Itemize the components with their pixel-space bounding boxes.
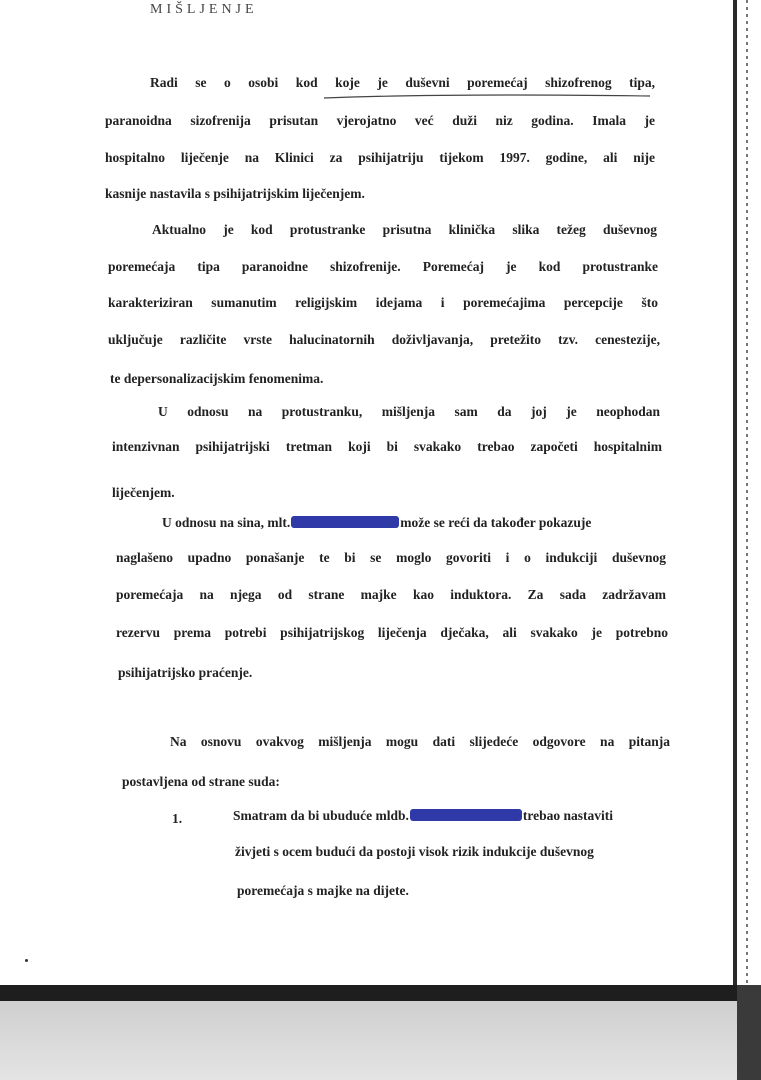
paragraph-1-line-1: Radi se o osobi kod koje je duševni poremećaj shizofrenog tipa, <box>150 75 655 90</box>
paragraph-2-line-2: poremećaja tipa paranoidne shizofrenije. Poremećaj je kod protustranke <box>108 259 658 274</box>
paragraph-1-line-3: hospitalno liječenje na Klinici za psihijatriju tijekom 1997. godine, ali nije <box>105 150 655 165</box>
paragraph-3-line-2: intenzivnan psihijatrijski tretman koji bi svakako trebao započeti hospitalnim <box>112 439 662 454</box>
scanner-corner-shadow <box>737 985 761 1080</box>
redacted-name-marker <box>291 516 399 528</box>
redacted-name-marker-2 <box>410 809 522 821</box>
paragraph-2-line-5: te depersonalizacijskim fenomenima. <box>110 371 324 386</box>
paragraph-4-line-2: naglašeno upadno ponašanje te bi se moglo govoriti i o indukciji duševnog <box>116 550 666 565</box>
scan-bottom-shadow <box>0 985 761 1001</box>
document-heading: MIŠLJENJE <box>150 2 258 17</box>
item-1-line-1 <box>233 807 613 825</box>
item-1-line-1-end: trebao nastaviti <box>522 808 614 823</box>
item-1-line-3: poremećaja s majke na dijete. <box>237 883 409 898</box>
scanner-bed-area <box>0 1001 761 1080</box>
paragraph-4-line-5: psihijatrijsko praćenje. <box>118 665 253 680</box>
item-1-number: 1. <box>172 811 183 826</box>
paragraph-2-line-1: Aktualno je kod protustranke prisutna klinička slika težeg duševnog <box>152 222 657 237</box>
paragraph-1-line-4: kasnije nastavila s psihijatrijskim liječenjem. <box>105 186 365 201</box>
paragraph-4-line-1-start: U odnosu na sina, mlt. <box>162 515 291 530</box>
paragraph-3-line-1: U odnosu na protustranku, mišljenja sam da joj je neophodan <box>158 404 660 419</box>
paragraph-2-line-3: karakteriziran sumanutim religijskim idejama i poremećajima percepcije što <box>108 295 658 310</box>
paragraph-2-line-4: uključuje različite vrste halucinatornih doživljavanja, pretežito tzv. cenestezije, <box>108 332 660 347</box>
perforation-edge <box>746 0 748 985</box>
scan-speck <box>25 959 28 962</box>
paragraph-5-line-2: postavljena od strane suda: <box>122 774 280 789</box>
item-1-line-1-start: Smatram da bi ubuduće mldb. <box>233 808 409 823</box>
paragraph-4-line-1-end: može se reći da također pokazuje <box>400 515 592 530</box>
page-edge-shadow <box>733 0 737 985</box>
paragraph-4-line-4: rezervu prema potrebi psihijatrijskog liječenja dječaka, ali svakako je potrebno <box>116 625 668 640</box>
paragraph-3-line-3: liječenjem. <box>112 485 175 500</box>
item-1-line-2: živjeti s ocem budući da postoji visok rizik indukcije duševnog <box>235 844 594 859</box>
pen-underline-mark <box>322 92 652 102</box>
paragraph-4-line-3: poremećaja na njega od strane majke kao induktora. Za sada zadržavam <box>116 587 666 602</box>
paragraph-5-line-1: Na osnovu ovakvog mišljenja mogu dati slijedeće odgovore na pitanja <box>170 734 670 749</box>
paragraph-1-line-2: paranoidna sizofrenija prisutan vjerojatno već duži niz godina. Imala je <box>105 113 655 128</box>
paragraph-4-line-1 <box>162 514 591 532</box>
